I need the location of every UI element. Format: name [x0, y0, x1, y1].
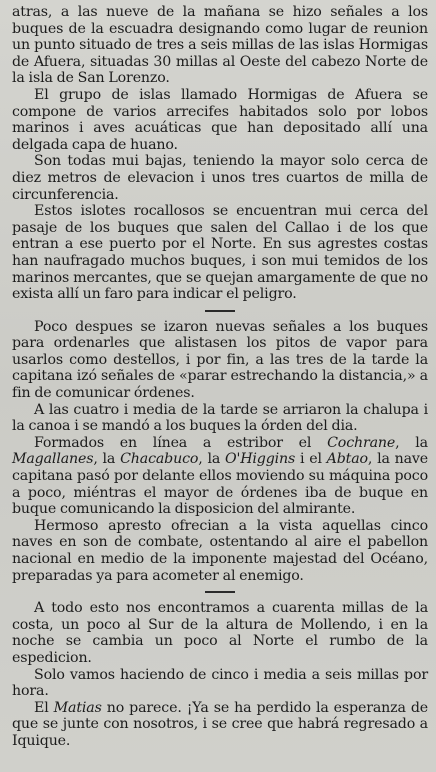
ship-name-magallanes: Magallanes [12, 451, 94, 468]
paragraph-2 [12, 87, 428, 153]
paragraph-10 [12, 667, 428, 700]
ship-name-chacabuco: Chacabuco [120, 451, 199, 468]
paragraph-3 [12, 153, 428, 203]
paragraph-7-text: , la [198, 451, 225, 468]
paragraph-8 [12, 518, 428, 584]
paragraph-1 [12, 4, 428, 87]
paragraph-11-text: El [34, 699, 54, 716]
paragraph-7-text: , la [395, 434, 428, 451]
paragraph-11-text: no parece. ¡Ya se ha perdido la esperanza de que se junte con nosotros, i se cree que habrá regresado a Iquique. [12, 699, 428, 749]
paragraph-5-text: Poco despues se izaron nuevas señales a los buques para ordenarles que alistasen los pitos de vapor para usarlos como destellos, i por fin, a las tres de la tarde la capitana izó señales de «parar estrechando la distancia,» a fin de comunicar órdenes. [12, 318, 428, 402]
paragraph-7-text: , la nave capitana pasó por delante ellos moviendo su máquina poco a poco, miéntras el mayor de órdenes iba de buque en buque comunicando la disposicion del almirante. [12, 451, 429, 518]
paragraph-7-text: , la [93, 451, 121, 468]
paragraph-5 [12, 319, 428, 402]
paragraph-11 [12, 700, 428, 750]
ship-name-cochrane: Cochrane [327, 434, 396, 451]
paragraph-1-text: atras, a las nueve de la mañana se hizo señales a los buques de la escuadra designando como lugar de reunion un punto situado de tres a seis millas de las islas Hormigas de Afuera, situadas 30 millas al Oeste del cabezo Norte de la isla de San Lorenzo. [12, 4, 428, 87]
paragraph-7 [12, 435, 428, 518]
section-divider [205, 591, 235, 593]
paragraph-4 [12, 203, 428, 303]
ship-name-matias: Matias [53, 699, 102, 716]
paragraph-7-text: Formados en línea a estribor el [34, 434, 328, 451]
paragraph-7-text: i el [295, 451, 327, 468]
paragraph-8-text: Hermoso apresto ofrecian a la vista aquellas cinco naves en son de combate, ostentando al aire el pabellon nacional en medio de la imponente majestad del Océano, preparadas ya para acometer al enemigo. [12, 517, 428, 584]
section-divider [205, 310, 235, 312]
ship-name-ohiggins: O'Higgins [224, 451, 296, 468]
paragraph-4-text: Estos islotes rocallosos se encuentran mui cerca del pasaje de los buques que salen del Callao i de los que entran a ese puerto por el Norte. En sus agrestes costas han naufragado muchos buques, i son mui temidos de los marinos mercantes, que se quejan amargamente de que no exista allí un faro para indicar el peligro. [12, 203, 428, 303]
paragraph-9-text: A todo esto nos encontramos a cuarenta millas de la costa, un poco al Sur de la altura de Mollendo, i en la noche se cambia un poco al Norte el rumbo de la espedicion. [12, 600, 428, 666]
paragraph-9 [12, 600, 428, 666]
ship-name-abtao: Abtao [326, 451, 368, 468]
paragraph-10-text: Solo vamos haciendo de cinco i media a seis millas por hora. [12, 666, 428, 700]
paragraph-6-text: A las cuatro i media de la tarde se arriaron la chalupa i la canoa i se mandó a los buques la órden del dia. [12, 401, 428, 435]
paragraph-2-text: El grupo de islas llamado Hormigas de Afuera se compone de varios arrecifes habitados solo por lobos marinos i aves acuáticas que han depositado allí una delgada capa de huano. [12, 86, 428, 153]
paragraph-3-text: Son todas mui bajas, teniendo la mayor solo cerca de diez metros de elevacion i unos tres cuartos de milla de circunferencia. [12, 153, 428, 203]
paragraph-6 [12, 402, 428, 435]
